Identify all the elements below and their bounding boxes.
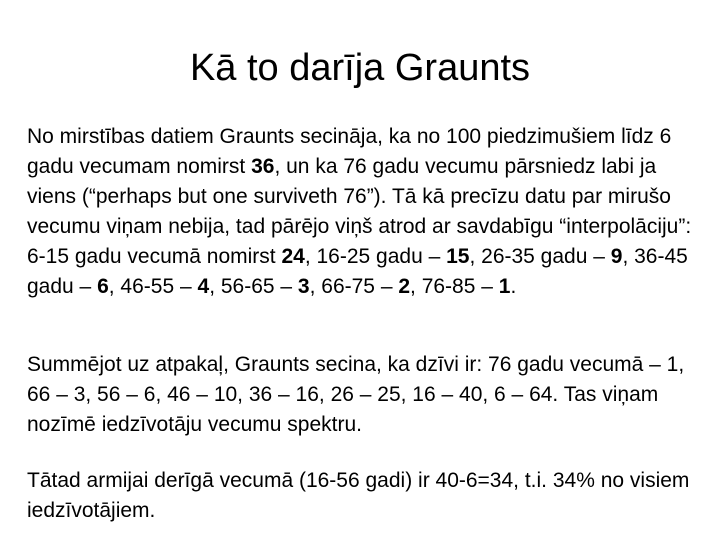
- text-segment: , 76-85 –: [410, 275, 499, 298]
- bold-value: 1: [498, 275, 511, 298]
- text-segment: , 46-55 –: [108, 275, 198, 298]
- bold-value: 15: [446, 245, 470, 268]
- paragraph-graunt-mortality: [27, 122, 707, 302]
- bold-value: 4: [197, 275, 210, 298]
- text-segment: , un ka 76 gadu vecumu pārsniedz labi ja viens (“perhaps but one surviveth 76”). Tā kā precīzu datu par mirušo vecumu viņam nebija, tad pārējo viņš atrod ar savdabīgu “interpolāciju”: 6-15 gadu vecumā nomirst: [27, 155, 692, 268]
- text-segment: , 56-65 –: [209, 275, 298, 298]
- bold-value: 2: [398, 275, 411, 298]
- text-segment: , 66-75 –: [309, 275, 399, 298]
- text-segment: .: [510, 275, 517, 298]
- bold-value: 24: [281, 245, 305, 268]
- text-segment: No mirstības datiem Graunts secināja, ka no 100 piedzimušiem līdz 6 gadu vecumam nomirst: [27, 125, 672, 178]
- text-segment: , 26-35 gadu –: [469, 245, 611, 268]
- bold-value: 6: [97, 275, 109, 298]
- paragraph-army-age-conclusion: Tātad armijai derīgā vecumā (16-56 gadi) ir 40-6=34, t.i. 34% no visiem iedzīvotājiem.: [27, 469, 690, 522]
- bold-value: 3: [297, 275, 310, 298]
- bold-value: 9: [610, 245, 623, 268]
- bold-value: 36: [251, 155, 275, 178]
- slide-title: Kā to darīja Graunts: [189, 47, 531, 89]
- text-segment: , 36-45 gadu –: [27, 245, 688, 298]
- paragraph-survivors-summary: Summējot uz atpakaļ, Graunts secina, ka dzīvi ir: 76 gadu vecumā – 1, 66 – 3, 56 – 6, 46 – 10, 36 – 16, 26 – 25, 16 – 40, 6 – 64. Tas viņam nozīmē iedzīvotāju vecumu spektru.: [27, 353, 685, 436]
- text-segment: , 16-25 gadu –: [304, 245, 447, 268]
